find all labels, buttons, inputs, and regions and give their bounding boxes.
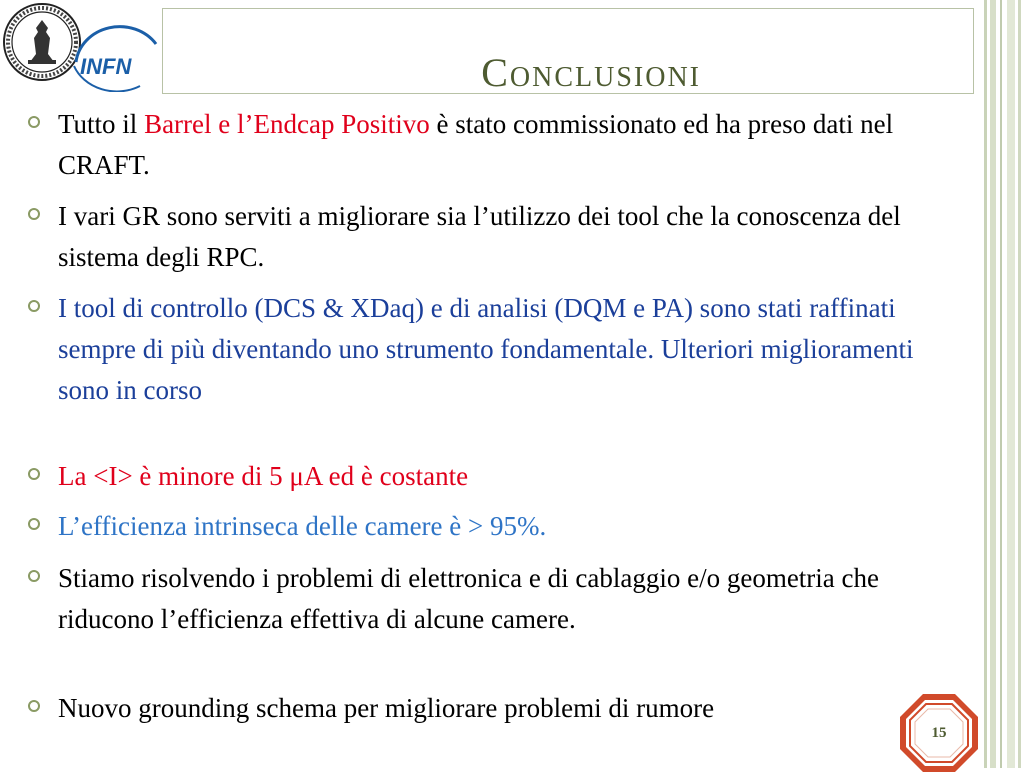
bullet-mark-icon — [28, 570, 40, 582]
bullet-mark-icon — [28, 518, 40, 530]
bullet-1 — [28, 104, 948, 186]
slide-title: Conclusioni — [481, 50, 701, 95]
bullet-mark-icon — [28, 208, 40, 220]
bullet-5-text: L’efficienza intrinseca delle camere è > 95%. — [58, 511, 547, 541]
infn-logo-icon — [70, 22, 162, 92]
bullet-4-text: La <I> è minore di 5 μA ed è costante — [58, 461, 469, 491]
page-number: 15 — [931, 724, 947, 741]
bullet-7 — [28, 688, 888, 729]
title-box — [162, 8, 974, 94]
bullet-mark-icon — [28, 700, 40, 712]
bullet-2-text: I vari GR sono serviti a migliorare sia l’utilizzo dei tool che la conoscenza del sistema degli RPC. — [58, 201, 901, 272]
logo-text: INFN — [80, 54, 132, 79]
bullet-7-text: Nuovo grounding schema per migliorare problemi di rumore — [58, 693, 715, 723]
bullet-2 — [28, 196, 948, 278]
bullet-1-text-a: Tutto il — [58, 109, 145, 139]
bullet-3-text: I tool di controllo (DCS & XDaq) e di analisi (DQM e PA) sono stati raffinati sempre di più diventando uno strumento fondamentale. Ulteriori miglioramenti sono in corso — [58, 293, 914, 405]
bullet-6-text: Stiamo risolvendo i problemi di elettronica e di cablaggio e/o geometria che riducono l’efficienza effettiva di alcune camere. — [58, 563, 879, 634]
bullet-mark-icon — [28, 300, 40, 312]
bullet-5 — [28, 506, 948, 547]
bullet-6 — [28, 558, 948, 640]
bullet-4 — [28, 456, 948, 497]
bullet-3 — [28, 288, 948, 411]
bullet-mark-icon — [28, 116, 40, 128]
bullet-1-highlight: Barrel e l’Endcap Positivo — [144, 109, 430, 139]
page-number-badge — [896, 690, 982, 776]
bullet-1-text-b: è stato commissionato ed ha preso dati nel CRAFT. — [58, 109, 894, 180]
bullet-mark-icon — [28, 468, 40, 480]
decorative-stripes — [980, 0, 1024, 768]
